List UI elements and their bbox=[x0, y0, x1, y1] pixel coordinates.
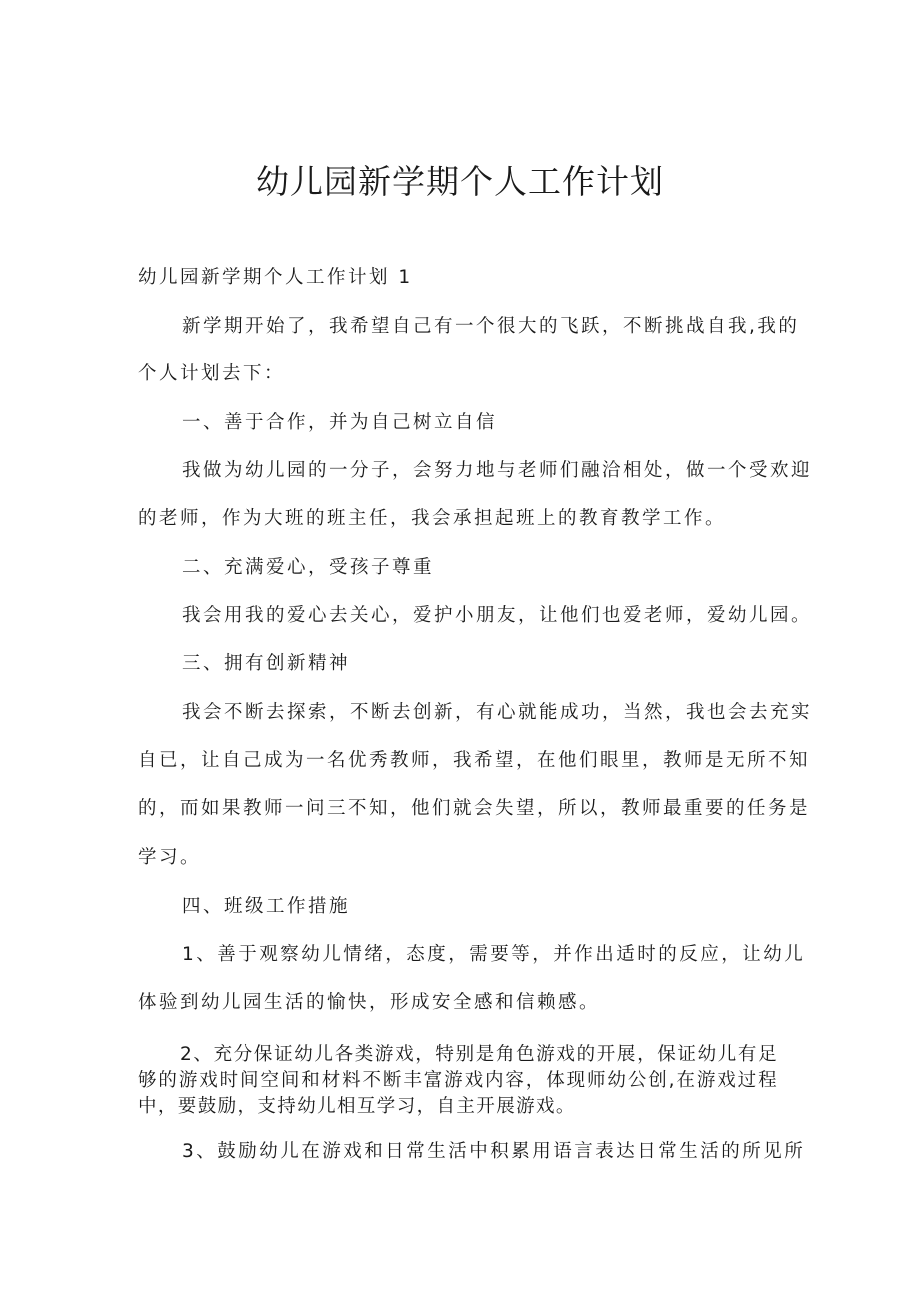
paragraph-line: 自已，让自己成为一名优秀教师，我希望，在他们眼里，教师是无所不知 bbox=[138, 750, 811, 771]
paragraph-line: 的老师，作为大班的班主任，我会承担起班上的教育教学工作。 bbox=[138, 508, 727, 529]
subheading-4: 四、班级工作措施 bbox=[182, 896, 351, 917]
paragraph-line: 的，而如果教师一问三不知，他们就会失望，所以，教师最重要的任务是 bbox=[138, 798, 811, 819]
paragraph-line: 我会用我的爱心去关心，爱护小朋友，让他们也爱老师，爱幼儿园。 bbox=[182, 605, 813, 626]
paragraph-line: 个人计划去下： bbox=[138, 363, 286, 384]
list-item-line: 体验到幼儿园生活的愉快，形成安全感和信赖感。 bbox=[138, 992, 601, 1013]
paragraph-line: 新学期开始了，我希望自己有一个很大的飞跃，不断挑战自我,我的 bbox=[182, 316, 800, 337]
list-item-line: 1、善于观察幼儿情绪，态度，需要等，并作出适时的反应，让幼儿 bbox=[182, 944, 806, 965]
paragraph-line: 学习。 bbox=[138, 847, 202, 868]
subheading-3: 三、拥有创新精神 bbox=[182, 653, 351, 674]
document-title: 幼儿园新学期个人工作计划 bbox=[256, 162, 664, 201]
section-heading: 幼儿园新学期个人工作计划 1 bbox=[138, 267, 413, 288]
subheading-1: 一、善于合作，并为自己树立自信 bbox=[182, 412, 498, 433]
list-item-line: 3、鼓励幼儿在游戏和日常生活中积累用语言表达日常生活的所见所 bbox=[182, 1141, 806, 1162]
list-item-paragraph: 2、充分保证幼儿各类游戏，特别是角色游戏的开展，保证幼儿有足够的游戏时间空间和材料不断丰富游戏内容，体现师幼公创,在游戏过程中，要鼓励，支持幼儿相互学习，自主开展游戏。 bbox=[138, 1044, 778, 1117]
subheading-2: 二、充满爱心，受孩子尊重 bbox=[182, 557, 435, 578]
paragraph-line: 我会不断去探索，不断去创新，有心就能成功，当然，我也会去充实 bbox=[182, 702, 813, 723]
paragraph-line: 我做为幼儿园的一分子，会努力地与老师们融洽相处，做一个受欢迎 bbox=[182, 460, 813, 481]
